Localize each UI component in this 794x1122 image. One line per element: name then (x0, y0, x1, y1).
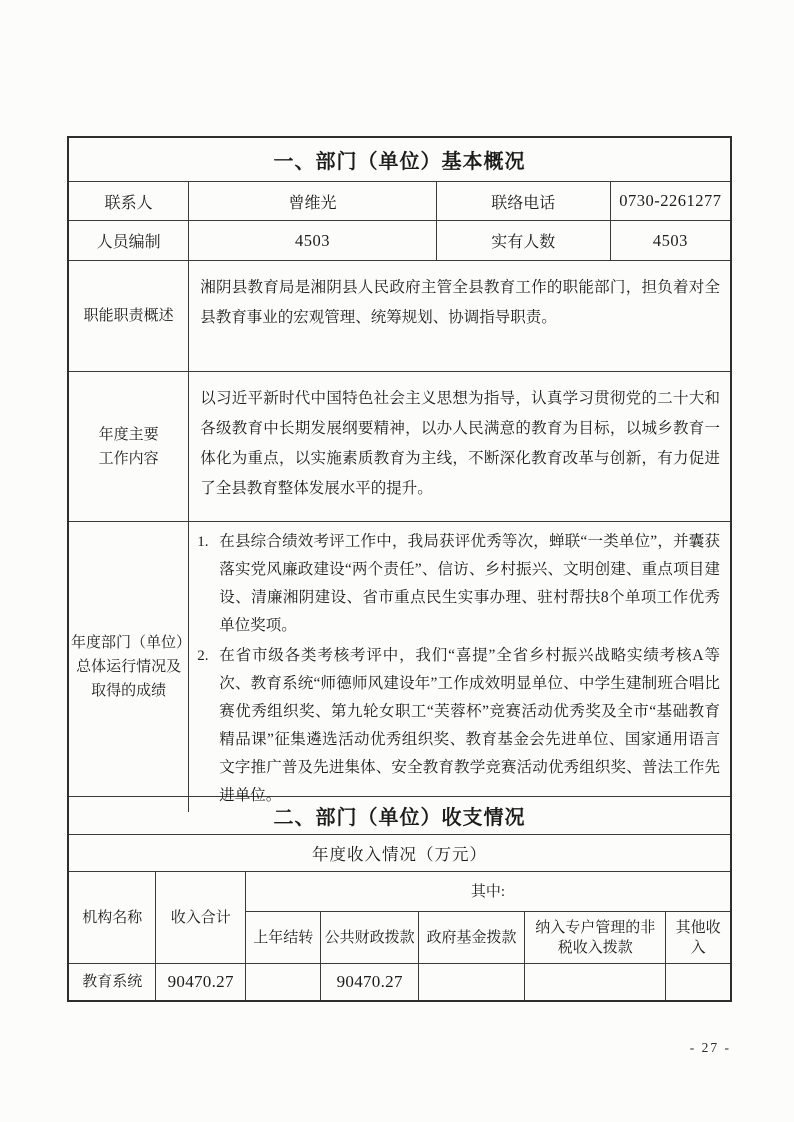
income-col-org-header: 机构名称 (69, 872, 156, 964)
income-row-other (666, 964, 730, 1000)
contact-label: 联系人 (69, 182, 189, 220)
income-subtitle: 年度收入情况（万元） (312, 845, 487, 864)
phone-label: 联络电话 (437, 182, 611, 220)
achievements-label-line3: 取得的成绩 (91, 683, 167, 699)
income-row-gov-fund (419, 964, 525, 1000)
annual-work-row (69, 372, 730, 522)
actual-headcount-value: 4503 (652, 230, 688, 250)
income-row-public-finance: 90470.27 (321, 964, 418, 1000)
budget-overview-table (67, 136, 732, 1002)
income-row-carryover (246, 964, 322, 1000)
staffing-label: 人员编制 (69, 221, 189, 260)
income-col-total-header: 收入合计 (156, 872, 245, 964)
income-subtitle-row (69, 835, 730, 872)
achievement-item-text: 在县综合绩效考评工作中，我局获评优秀等次，蝉联“一类单位”，并囊获落实党风廉政建设“两个责任”、信访、乡村振兴、文明创建、重点项目建设、清廉湘阴建设、省市重点民生实事办理、驻村帮扶8个单项工作优秀单位奖项。 (219, 533, 720, 634)
actual-headcount-label: 实有人数 (437, 221, 611, 260)
achievement-item (195, 528, 724, 640)
income-table (69, 872, 730, 1000)
page-number: - 27 - (689, 1040, 731, 1055)
phone-value: 0730-2261277 (619, 191, 722, 210)
duties-label: 职能职责概述 (69, 261, 189, 371)
achievements-label-line1: 年度部门（单位） (71, 635, 192, 651)
achievement-item-number: 1. (197, 534, 209, 550)
achievements-label (69, 522, 192, 812)
section2-title-row (69, 797, 730, 835)
annual-work-text: 以习近平新时代中国特色社会主义思想为指导，认真学习贯彻党的二十大和各级教育中长期发展纲要精神，以办人民满意的教育为目标，以城乡教育一体化为重点，以实施素质教育为主线，不断深化教育改革与创新，有力促进了全县教育整体发展水平的提升。 (200, 390, 720, 497)
staffing-value: 4503 (189, 221, 437, 260)
achievements-list (189, 522, 730, 812)
achievement-item-number: 2. (197, 648, 209, 664)
income-row-org: 教育系统 (69, 964, 156, 1000)
income-col-among-header: 其中: (246, 872, 730, 912)
staffing-row (69, 221, 730, 261)
contact-value: 曾维光 (189, 182, 437, 220)
section1-title-row (69, 138, 730, 182)
annual-work-label (69, 372, 189, 521)
achievement-item-text: 在省市级各类考核考评中，我们“喜提”全省乡村振兴战略实绩考核A等次、教育系统“师德师风建设年”工作成效明显单位、中学生建制班合唱比赛优秀组织奖、第九轮女职工“芙蓉杯”竞赛活动优秀奖及全市“基础教育精品课”征集遴选活动优秀组织奖、教育基金会先进单位、国家通用语言文字推广普及先进集体、安全教育教学竞赛活动优秀组织奖、普法工作先进单位。 (219, 647, 720, 804)
section2-title: 二、部门（单位）收支情况 (273, 807, 526, 829)
achievements-label-line2: 总体运行情况及 (76, 659, 182, 675)
income-subcol-carryover-header: 上年结转 (246, 912, 322, 964)
achievement-item (195, 642, 724, 810)
income-row-nontax (525, 964, 666, 1000)
duties-text: 湘阴县教育局是湘阴县人民政府主管全县教育工作的职能部门，担负着对全县教育事业的宏观管理、统筹规划、协调指导职责。 (200, 279, 720, 326)
duties-row (69, 261, 730, 372)
income-subcol-nontax-header: 纳入专户管理的非税收入拨款 (525, 912, 666, 964)
income-subcol-gov-fund-header: 政府基金拨款 (419, 912, 525, 964)
income-subcol-other-header: 其他收入 (666, 912, 730, 964)
annual-work-label-line1: 年度主要 (98, 426, 159, 443)
section1-title: 一、部门（单位）基本概况 (273, 151, 526, 173)
achievements-row (69, 522, 730, 804)
income-row-total: 90470.27 (156, 964, 245, 1000)
annual-work-label-line2: 工作内容 (98, 450, 159, 467)
contact-row (69, 182, 730, 221)
income-subcol-public-finance-header: 公共财政拨款 (321, 912, 418, 964)
